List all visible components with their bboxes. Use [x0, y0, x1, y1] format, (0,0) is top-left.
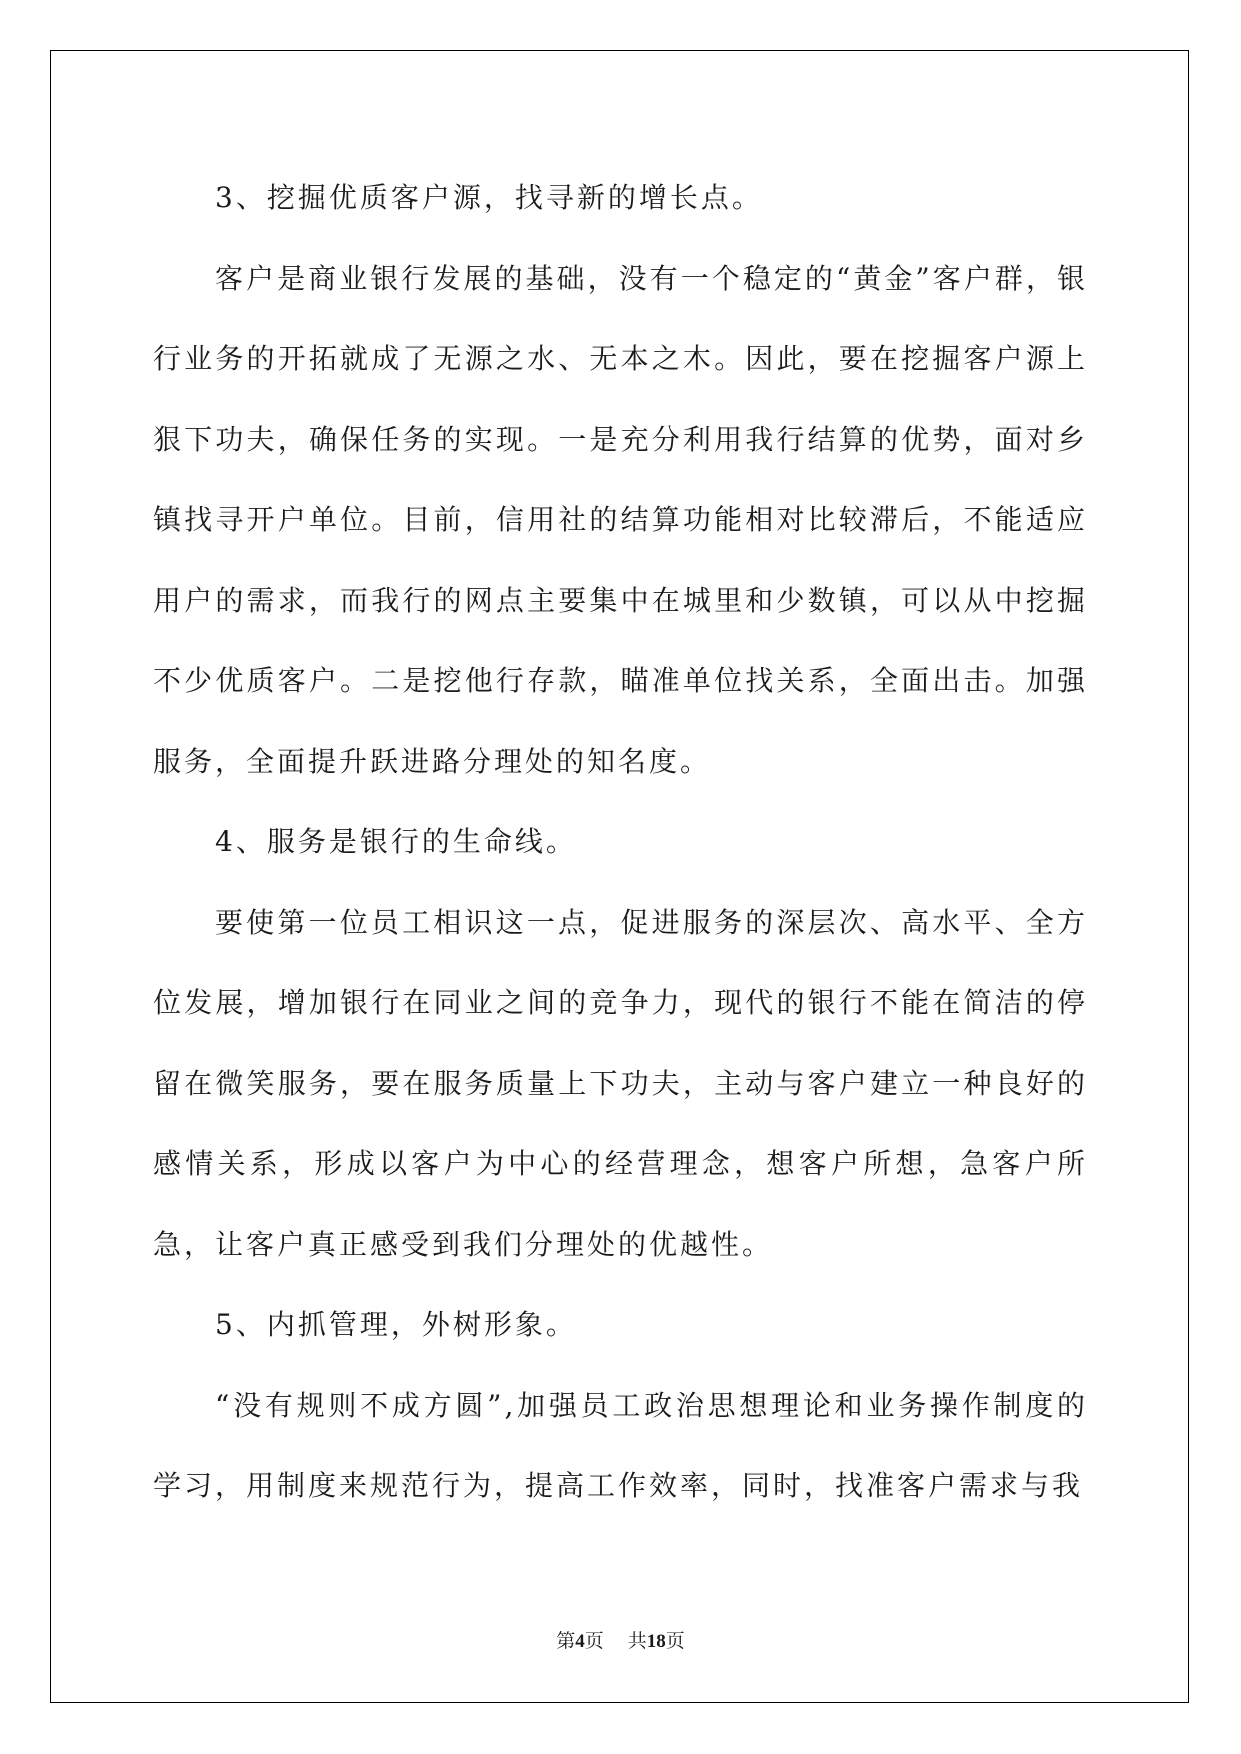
total-suffix: 页 [665, 1631, 685, 1652]
total-pages: 18 [646, 1631, 666, 1652]
document-body [153, 158, 1088, 1527]
total-prefix: 共 [627, 1631, 647, 1652]
page-suffix: 页 [584, 1631, 604, 1652]
paragraph-management: “没有规则不成方圆”,加强员工政治思想理论和业务操作制度的学习，用制度来规范行为，提高工作效率，同时，找准客户需求与我 [153, 1388, 1088, 1502]
section-heading-3: 3、挖掘优质客户源，找寻新的增长点。 [215, 181, 763, 214]
page-prefix: 第 [556, 1631, 576, 1652]
section-heading-5: 5、内抓管理，外树形象。 [215, 1308, 577, 1341]
page-number: 4 [575, 1631, 585, 1652]
paragraph-customer-source: 客户是商业银行发展的基础，没有一个稳定的“黄金”客户群，银行业务的开拓就成了无源之水、无本之木。因此，要在挖掘客户源上狠下功夫，确保任务的实现。一是充分利用我行结算的优势，面对乡镇找寻开户单位。目前，信用社的结算功能相对比较滞后，不能适应用户的需求，而我行的网点主要集中在城里和少数镇，可以从中挖掘不少优质客户。二是挖他行存款，瞄准单位找关系，全面出击。加强服务，全面提升跃进路分理处的知名度。 [153, 261, 1088, 778]
paragraph-service: 要使第一位员工相识这一点，促进服务的深层次、高水平、全方位发展，增加银行在同业之间的竞争力，现代的银行不能在简洁的停留在微笑服务，要在服务质量上下功夫，主动与客户建立一种良好的感情关系，形成以客户为中心的经营理念，想客户所想，急客户所急，让客户真正感受到我们分理处的优越性。 [153, 905, 1088, 1261]
page-footer [0, 1626, 1241, 1653]
section-heading-4: 4、服务是银行的生命线。 [215, 825, 577, 858]
